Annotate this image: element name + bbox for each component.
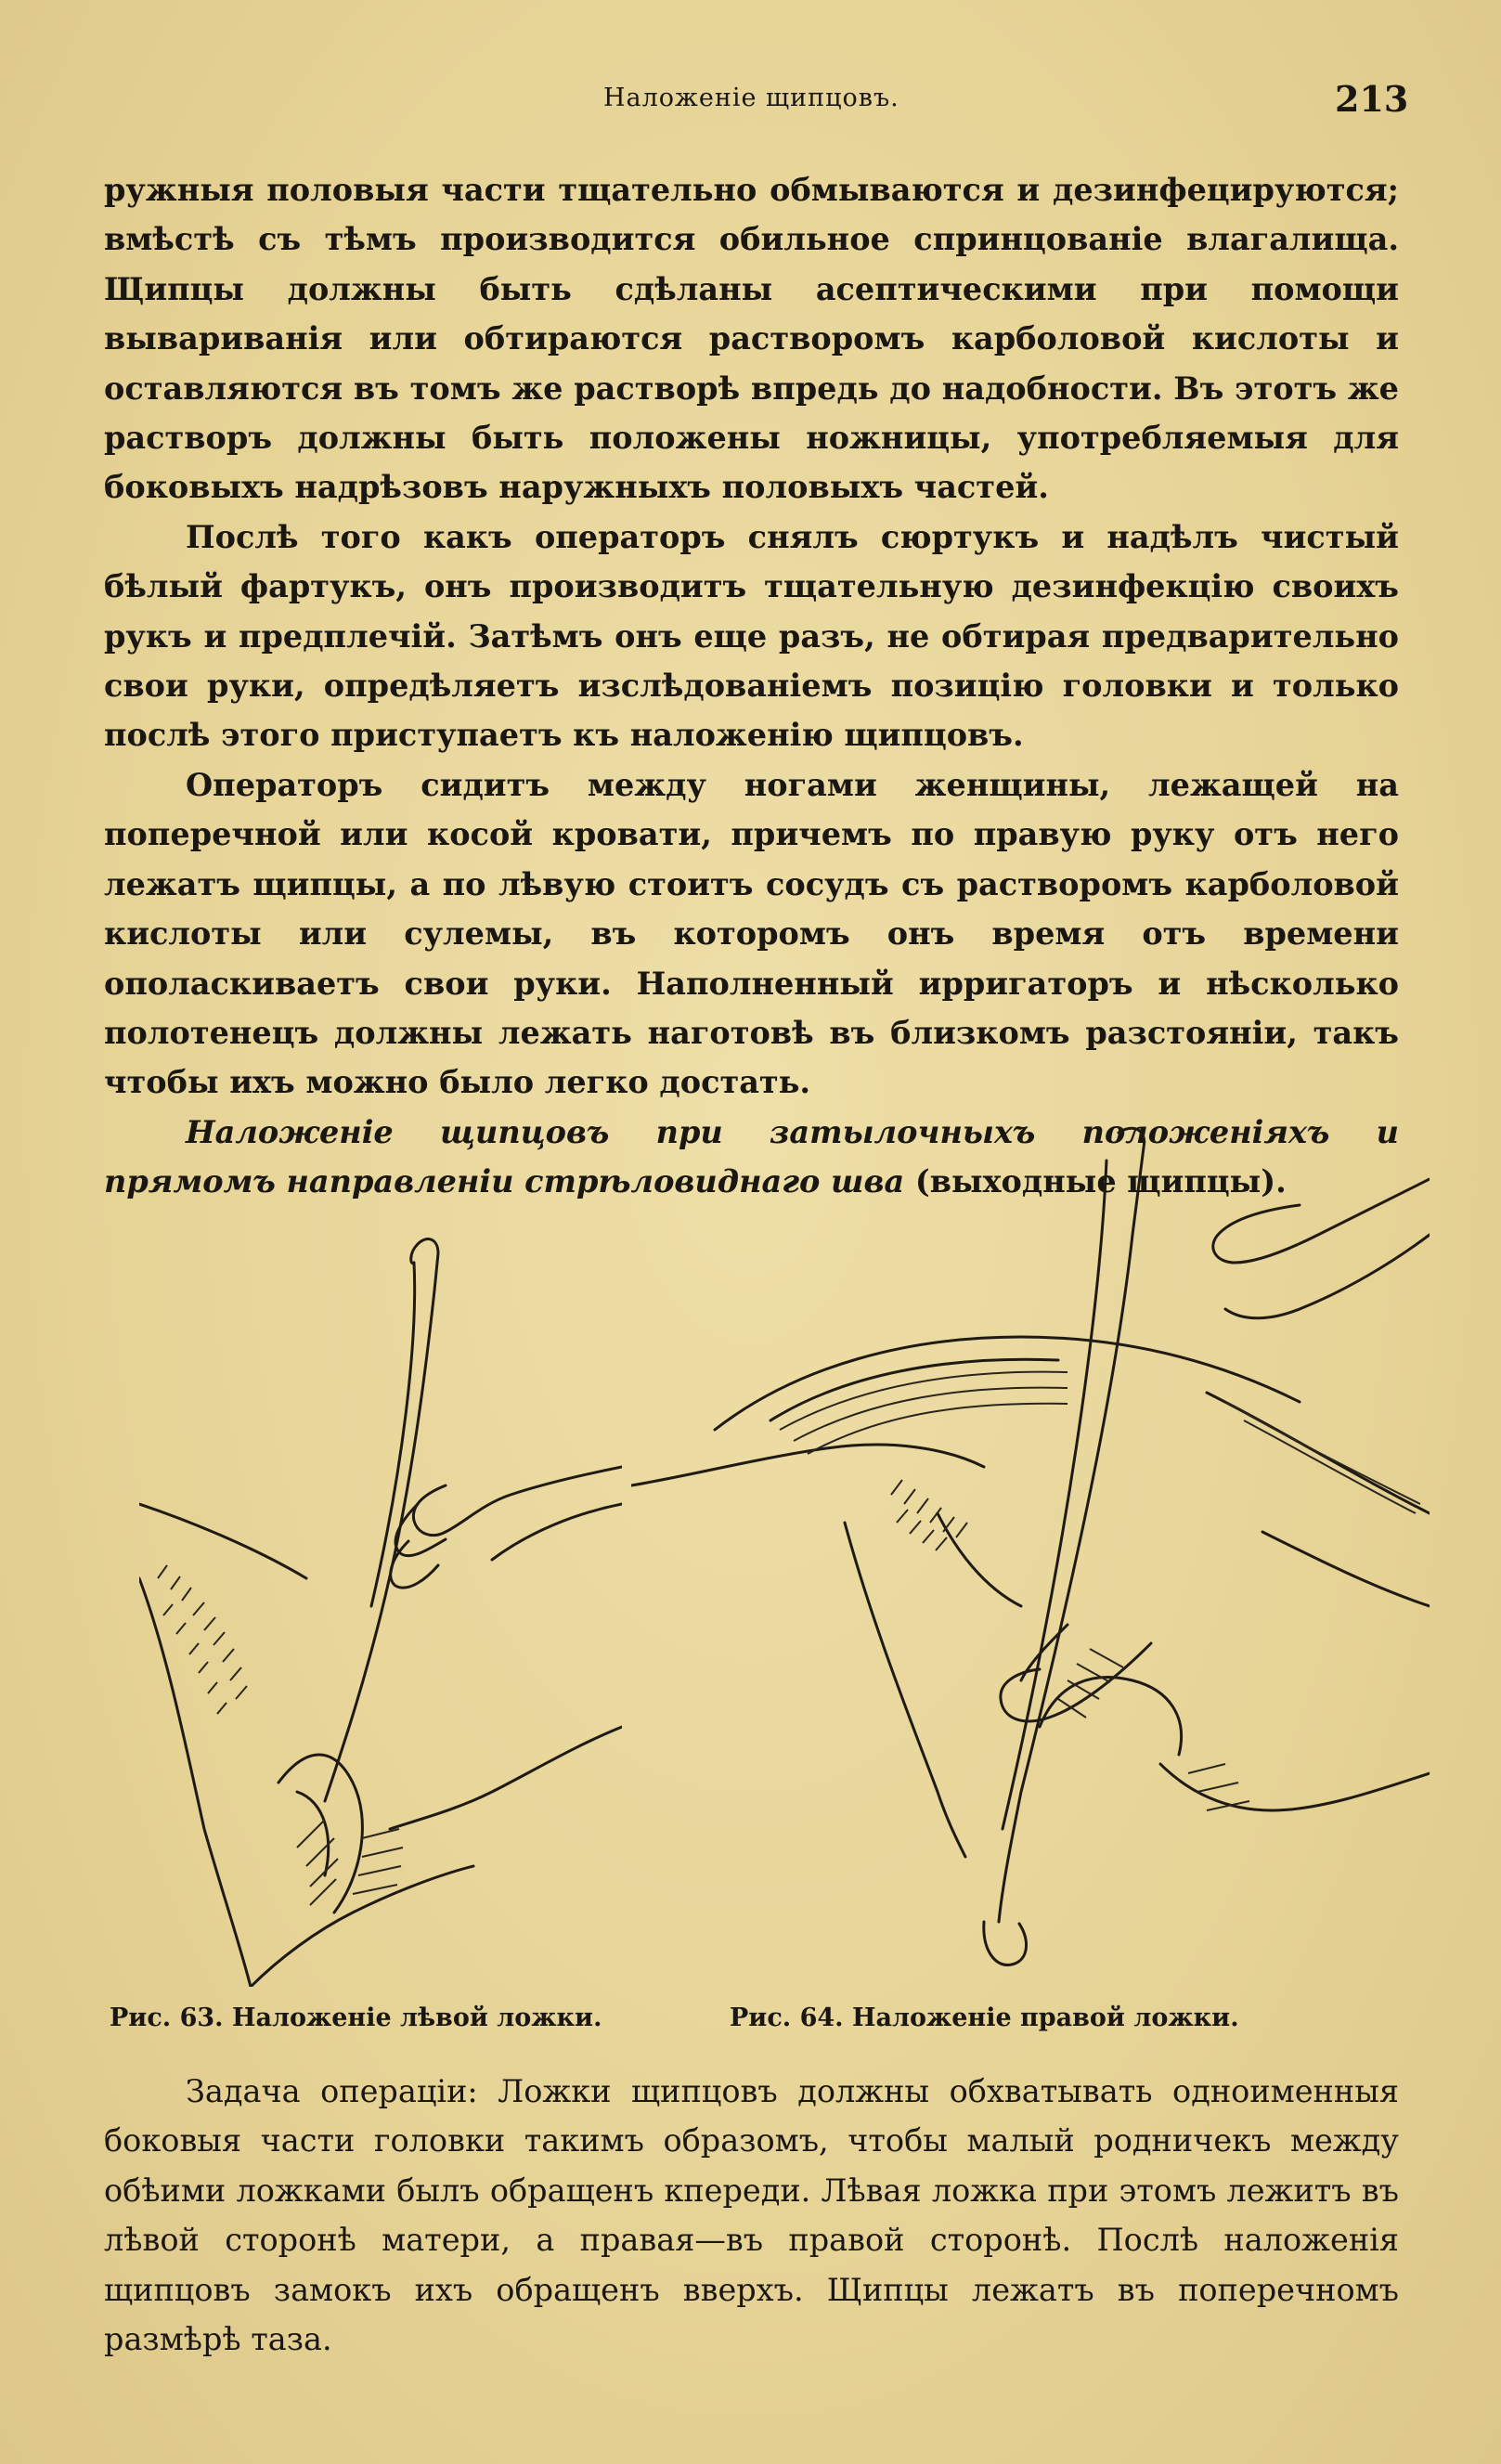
body-text-bottom bbox=[104, 2067, 1399, 2364]
paragraph-preparation: Послѣ того какъ операторъ снялъ сюртукъ и надѣлъ чистый бѣлый фартукъ, онъ производитъ тщательную дезинфекцію своихъ рукъ и предплечій. Затѣмъ онъ еще разъ, не обтирая предварительно свои руки, опредѣляетъ изслѣдованіемъ позицію головки и только послѣ этого приступаетъ къ наложенію щипцовъ. bbox=[104, 518, 1399, 754]
paragraph-operator-position: Операторъ сидитъ между ногами женщины, лежащей на поперечной или косой кровати, причемъ по правую руку отъ него лежатъ щипцы, а по лѣвую стоитъ сосудъ съ растворомъ карболовой кислоты или сулемы, въ которомъ онъ время отъ времени ополаскиваетъ свои руки. Наполненный ирригаторъ и нѣсколько полотенецъ должны лежать наготовѣ въ близкомъ разстояніи, такъ чтобы ихъ можно было легко достать. bbox=[104, 766, 1399, 1101]
section-heading-rest: (выходные щипцы). bbox=[904, 1163, 1287, 1200]
running-head bbox=[0, 78, 1501, 124]
paragraph-operation-task: Задача операціи: Ложки щипцовъ должны обхватывать одноименныя боковыя части головки такимъ образомъ, чтобы малый родничекъ между обѣими ложками былъ обращенъ кпереди. Лѣвая ложка при этомъ лежитъ въ лѣвой сторонѣ матери, а правая—въ правой сторонѣ. Послѣ наложенія щипцовъ замокъ ихъ обращенъ вверхъ. Щипцы лежатъ въ поперечномъ размѣрѣ таза. bbox=[104, 2073, 1399, 2358]
running-title: Наложеніе щипцовъ. bbox=[603, 84, 899, 112]
figure-63-caption: Рис. 63. Наложеніе лѣвой ложки. bbox=[110, 2004, 602, 2032]
page-number: 213 bbox=[1335, 78, 1409, 120]
paragraph-disinfection: ружныя половыя части тщательно обмываются и дезинфецируются; вмѣстѣ съ тѣмъ производится обильное спринцованіе влагалища. Щипцы должны быть сдѣланы асептическими при помощи вывариванія или обтираются растворомъ карболовой кислоты и оставляются въ томъ же растворѣ впредь до надобности. Въ этотъ же растворъ должны быть положены ножницы, употребляемыя для боковыхъ надрѣзовъ наружныхъ половыхъ частей. bbox=[104, 172, 1399, 506]
section-heading-italic: Наложеніе щипцовъ при затылочныхъ положеніяхъ и прямомъ направленіи стрѣловиднаго шва bbox=[104, 1113, 1399, 1200]
figure-64-illustration bbox=[631, 1123, 1430, 1996]
body-text-top bbox=[104, 165, 1399, 1207]
figure-64-caption: Рис. 64. Наложеніе правой ложки. bbox=[730, 2004, 1239, 2032]
figure-63-illustration bbox=[139, 1226, 622, 1987]
